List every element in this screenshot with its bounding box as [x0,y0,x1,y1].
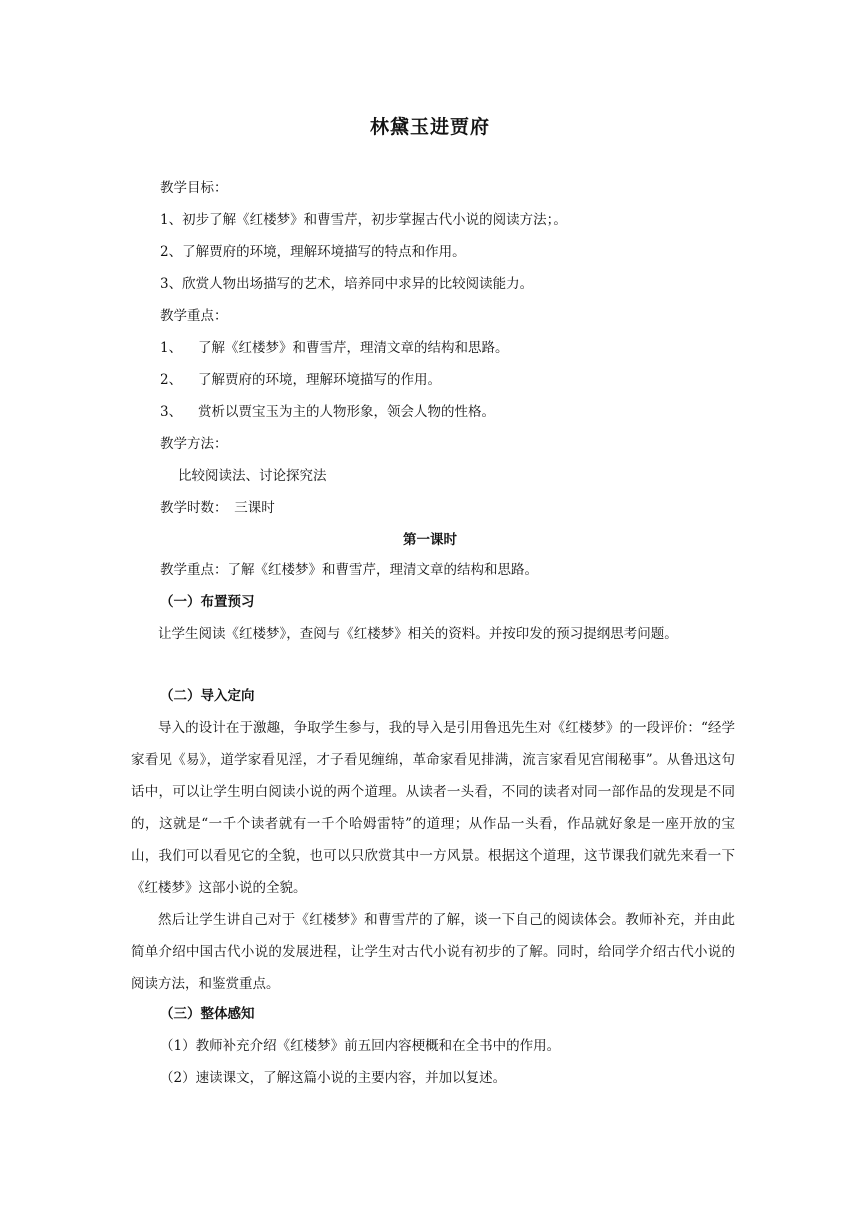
goal-item: 1、初步了解《红楼梦》和曹雪芹，初步掌握古代小说的阅读方法；。 [160,212,567,228]
goal-item: 2、了解贾府的环境，理解环境描写的特点和作用。 [160,244,466,260]
lesson-heading: 第一课时 [403,532,457,548]
list-item: （2）速读课文，了解这篇小说的主要内容，并加以复述。 [160,1070,507,1086]
list-item: （1）教师补充介绍《红楼梦》前五回内容梗概和在全书中的作用。 [160,1038,561,1054]
item-text: 赏析以贾宝玉为主的人物形象，领会人物的性格。 [198,404,495,420]
goals-heading: 教学目标： [160,180,228,196]
key-point-item [160,402,495,422]
lesson-focus: 教学重点：了解《红楼梦》和曹雪芹，理清文章的结构和思路。 [160,562,538,578]
methods-text: 比较阅读法、讨论探究法 [178,468,327,484]
section-paragraph: 导入的设计在于激趣，争取学生参与，我的导入是引用鲁迅先生对《红楼梦》的一段评价：“经学家看见《易》，道学家看见淫，才子看见缠绵，革命家看见排满，流言家看见宫闱秘事”。从鲁迅这句话中，可以让学生明白阅读小说的两个道理。从读者一头看，不同的读者对同一部作品的发现是不同的，这就是“一千个读者就有一千个哈姆雷特”的道理；从作品一头看，作品就好象是一座开放的宝山，我们可以看见它的全貌，也可以只欣赏其中一方风景。根据这个道理，这节课我们就先来看一下《红楼梦》这部小说的全貌。 [131,720,735,896]
item-number: 1、 [160,340,183,356]
goal-item: 3、欣赏人物出场描写的艺术，培养同中求异的比较阅读能力。 [160,276,534,292]
section-heading: （三）整体感知 [160,1006,255,1022]
item-text: 了解《红楼梦》和曹雪芹，理清文章的结构和思路。 [198,340,509,356]
item-text: 了解贾府的环境，理解环境描写的作用。 [198,372,441,388]
section-heading: （二）导入定向 [160,688,255,704]
key-points-heading: 教学重点： [160,308,228,324]
item-number: 2、 [160,372,183,388]
section-heading: （一）布置预习 [160,594,255,610]
teaching-hours: 教学时数： 三课时 [160,500,275,516]
key-point-item [160,338,509,358]
document-title: 林黛玉进贾府 [369,116,490,138]
methods-heading: 教学方法： [160,436,228,452]
section-paragraph: 让学生阅读《红楼梦》，查阅与《红楼梦》相关的资料。并按印发的预习提纲思考问题。 [158,626,678,642]
item-number: 3、 [160,404,183,420]
section-paragraph: 然后让学生讲自己对于《红楼梦》和曹雪芹的了解，谈一下自己的阅读体会。教师补充，并由此简单介绍中国古代小说的发展进程，让学生对古代小说有初步的了解。同时，给同学介绍古代小说的阅读方法，和鉴赏重点。 [131,912,735,992]
key-point-item [160,370,441,390]
